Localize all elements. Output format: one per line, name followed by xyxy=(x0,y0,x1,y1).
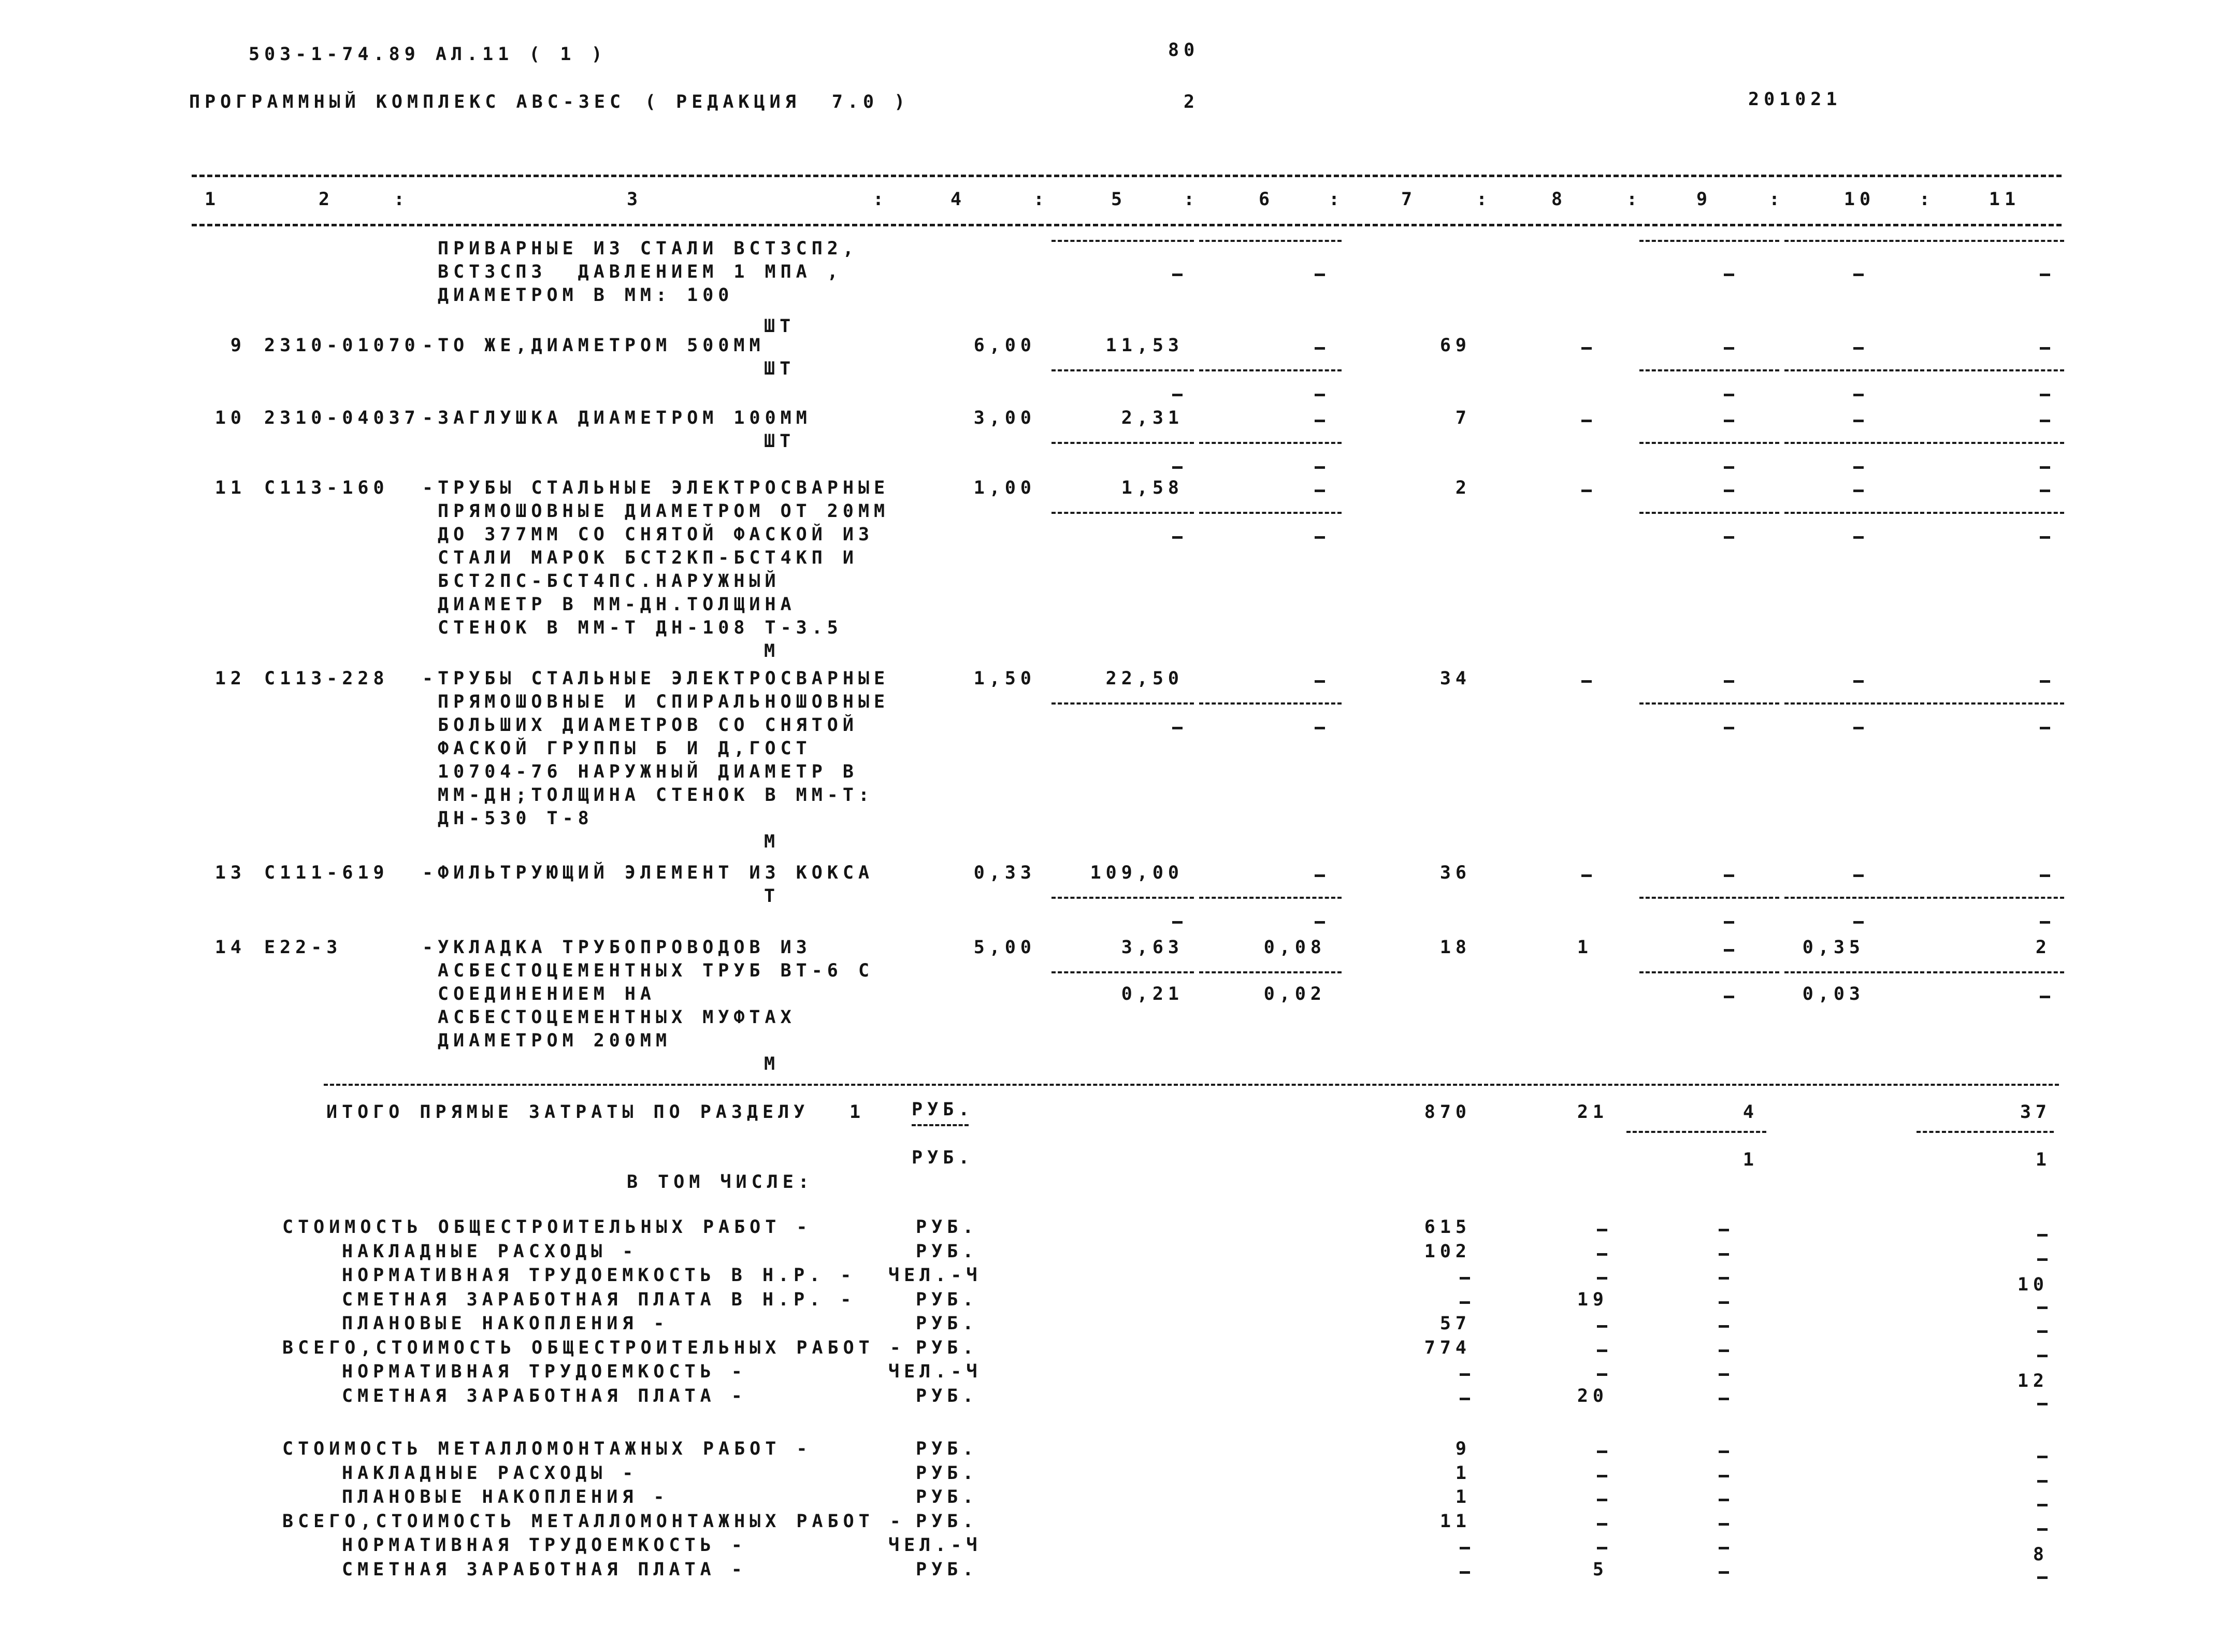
summary-c7: 774 xyxy=(1424,1337,1471,1358)
unit-of-measure: Т xyxy=(764,886,780,907)
summary-c11: 8 xyxy=(2033,1544,2049,1565)
value-c10 xyxy=(1853,680,1864,683)
value-c9b xyxy=(1724,536,1734,539)
summary-label: СТОИМОСТЬ ОБЩЕСТРОИТЕЛЬНЫХ РАБОТ - xyxy=(282,1217,812,1238)
dashed-rule xyxy=(1784,442,1924,444)
doc-id: 503-1-74.89 АЛ.11 ( 1 ) xyxy=(249,44,607,65)
value-c9b xyxy=(1724,466,1734,469)
summary-c8 xyxy=(1597,1253,1607,1256)
column-header-3: : xyxy=(393,189,410,210)
summary-c7: 1 xyxy=(1455,1462,1471,1484)
dashed-rule xyxy=(1051,702,1194,705)
summary-unit: РУБ. xyxy=(916,1241,978,1262)
dashed-rule xyxy=(1784,702,1924,705)
row-description: ПРЯМОШОВНЫЕ И СПИРАЛЬНОШОВНЫЕ xyxy=(438,692,890,712)
value-c10b xyxy=(1853,536,1864,539)
unit-of-measure: ШТ xyxy=(764,316,796,337)
column-header-15: : xyxy=(1626,189,1643,210)
value-c5b xyxy=(1172,536,1183,539)
value-c10 xyxy=(1853,420,1864,422)
value-c7: 7 xyxy=(1455,408,1471,428)
value-c11b xyxy=(2040,466,2050,469)
summary-label: НОРМАТИВНАЯ ТРУДОЕМКОСТЬ - xyxy=(342,1361,747,1382)
value-c7: 34 xyxy=(1439,668,1471,689)
value-c11b xyxy=(2040,727,2050,729)
summary-c7: 9 xyxy=(1455,1439,1471,1459)
summary-c9 xyxy=(1719,1325,1729,1328)
summary-c7: 615 xyxy=(1424,1217,1471,1238)
summary-label: НОРМАТИВНАЯ ТРУДОЕМКОСТЬ В Н.Р. - xyxy=(342,1265,856,1286)
summary-unit: РУБ. xyxy=(916,1462,978,1484)
dashed-rule xyxy=(1199,702,1342,705)
row-description: БСТ2ПС-БСТ4ПС.НАРУЖНЫЙ xyxy=(438,571,781,592)
column-header-20: 11 xyxy=(1989,189,2021,210)
value-c6 xyxy=(1315,274,1325,276)
value-c6b xyxy=(1315,466,1325,469)
summary-c8 xyxy=(1597,1349,1607,1352)
row-description: ДИАМЕТР В ММ-ДН.ТОЛЩИНА xyxy=(438,594,796,615)
value-c11 xyxy=(2040,680,2050,683)
row-description: -ТРУБЫ СТАЛЬНЫЕ ЭЛЕКТРОСВАРНЫЕ xyxy=(422,668,890,689)
sheet-number: 2 xyxy=(1184,92,1200,112)
summary-c11 xyxy=(2037,1403,2048,1405)
summary-unit: ЧЕЛ.-Ч xyxy=(888,1535,982,1556)
value-c10b xyxy=(1853,466,1864,469)
total-c11b: 1 xyxy=(2035,1150,2051,1170)
value-c5: 22,50 xyxy=(1105,668,1184,689)
dashed-rule xyxy=(1927,897,2064,899)
summary-c7: 11 xyxy=(1439,1511,1471,1532)
document-code: 201021 xyxy=(1748,89,1842,110)
value-c10b xyxy=(1853,921,1864,924)
dashed-rule xyxy=(1051,897,1194,899)
unit-of-measure: М xyxy=(764,1054,780,1074)
value-c10: 0,35 xyxy=(1802,937,1865,958)
value-c10 xyxy=(1853,274,1864,276)
column-header-5: : xyxy=(872,189,889,210)
unit-of-measure: ШТ xyxy=(764,358,796,379)
row-description: ДИАМЕТРОМ В ММ: 100 xyxy=(438,285,734,306)
dashed-rule xyxy=(1639,369,1779,371)
summary-c7 xyxy=(1460,1277,1470,1280)
summary-c11 xyxy=(2037,1330,2048,1333)
summary-c7 xyxy=(1460,1373,1470,1376)
row-description: АСБЕСТОЦЕМЕНТНЫХ МУФТАХ xyxy=(438,1007,796,1028)
summary-c9 xyxy=(1719,1571,1729,1574)
column-header-19: : xyxy=(1919,189,1935,210)
summary-c11: 12 xyxy=(2017,1371,2049,1391)
row-number: 11 xyxy=(214,478,246,498)
summary-label: ПЛАНОВЫЕ НАКОПЛЕНИЯ - xyxy=(342,1313,669,1334)
value-c9b xyxy=(1724,921,1734,924)
dashed-rule xyxy=(1051,442,1194,444)
dashed-rule xyxy=(1199,442,1342,444)
dashed-rule xyxy=(1199,971,1342,973)
value-c4: 5,00 xyxy=(973,937,1036,958)
value-c5b xyxy=(1172,394,1183,396)
column-header-2: 2 xyxy=(318,189,335,210)
dashed-rule xyxy=(1051,512,1194,514)
value-c6b xyxy=(1315,536,1325,539)
summary-c11 xyxy=(2037,1306,2048,1309)
summary-label: СМЕТНАЯ ЗАРАБОТНАЯ ПЛАТА В Н.Р. - xyxy=(342,1289,856,1310)
value-c11 xyxy=(2040,347,2050,350)
total-unit: РУБ. xyxy=(912,1099,974,1120)
summary-c7: 1 xyxy=(1455,1487,1471,1507)
summary-unit: РУБ. xyxy=(916,1289,978,1310)
dashed-rule xyxy=(1051,240,1194,242)
value-c9 xyxy=(1724,680,1734,683)
value-c11 xyxy=(2040,874,2050,877)
row-description: -ЗАГЛУШКА ДИАМЕТРОМ 100ММ xyxy=(422,408,812,428)
row-description: СТЕНОК В ММ-Т ДН-108 Т-3.5 xyxy=(438,617,843,638)
total-label: ИТОГО ПРЯМЫЕ ЗАТРАТЫ ПО РАЗДЕЛУ xyxy=(326,1102,810,1123)
dashed-rule xyxy=(1639,971,1779,973)
edition-label: ( РЕДАКЦИЯ 7.0 ) xyxy=(645,92,910,112)
summary-c8 xyxy=(1597,1499,1607,1501)
value-c6: 0,08 xyxy=(1263,937,1326,958)
row-number: 13 xyxy=(214,863,246,883)
value-c4: 1,00 xyxy=(973,478,1036,498)
dashed-rule xyxy=(1639,512,1779,514)
summary-c8 xyxy=(1597,1325,1607,1328)
total-c8: 21 xyxy=(1577,1102,1608,1123)
total-section: 1 xyxy=(849,1102,866,1123)
resource-code: С113-228 xyxy=(264,668,389,689)
resource-code: Е22-3 xyxy=(264,937,342,958)
row-description: -ТО ЖЕ,ДИАМЕТРОМ 500ММ xyxy=(422,335,765,356)
summary-c9 xyxy=(1719,1229,1729,1231)
summary-unit: РУБ. xyxy=(916,1511,978,1532)
column-header-14: 8 xyxy=(1551,189,1567,210)
summary-unit: РУБ. xyxy=(916,1487,978,1507)
total-c7: 870 xyxy=(1424,1102,1471,1123)
value-c5b xyxy=(1172,466,1183,469)
dashed-rule xyxy=(1639,897,1779,899)
value-c11 xyxy=(2040,420,2050,422)
summary-c8 xyxy=(1597,1450,1607,1453)
dashed-rule xyxy=(1639,702,1779,705)
value-c7: 18 xyxy=(1439,937,1471,958)
value-c11b xyxy=(2040,536,2050,539)
value-c4: 6,00 xyxy=(973,335,1036,356)
dashed-rule xyxy=(1639,442,1779,444)
summary-c8 xyxy=(1597,1475,1607,1477)
column-header-10: 6 xyxy=(1258,189,1275,210)
row-number: 10 xyxy=(214,408,246,428)
value-c6b xyxy=(1315,727,1325,729)
page-number: 80 xyxy=(1168,40,1200,61)
value-c5: 11,53 xyxy=(1105,335,1184,356)
dashed-rule xyxy=(1199,369,1342,371)
total-c11: 37 xyxy=(2020,1102,2051,1123)
program-title: ПРОГРАММНЫЙ КОМПЛЕКС АВС-3ЕС xyxy=(189,92,626,112)
resource-code: 2310-01070 xyxy=(264,335,420,356)
value-c11 xyxy=(2040,274,2050,276)
column-header-9: : xyxy=(1183,189,1200,210)
value-c8 xyxy=(1581,874,1592,877)
dashed-rule xyxy=(1917,1131,2054,1133)
column-header-17: : xyxy=(1768,189,1785,210)
column-header-4: 3 xyxy=(626,189,643,210)
summary-unit: ЧЕЛ.-Ч xyxy=(888,1361,982,1382)
summary-label: НОРМАТИВНАЯ ТРУДОЕМКОСТЬ - xyxy=(342,1535,747,1556)
row-description: ММ-ДН;ТОЛЩИНА СТЕНОК В ММ-Т: xyxy=(438,785,874,806)
row-description: -ТРУБЫ СТАЛЬНЫЕ ЭЛЕКТРОСВАРНЫЕ xyxy=(422,478,890,498)
summary-c9 xyxy=(1719,1349,1729,1352)
dashed-rule xyxy=(1784,897,1924,899)
dashed-rule xyxy=(1927,369,2064,371)
row-number: 12 xyxy=(214,668,246,689)
row-number: 14 xyxy=(214,937,246,958)
summary-c8: 20 xyxy=(1577,1385,1608,1406)
dashed-rule xyxy=(1784,369,1924,371)
summary-c8: 5 xyxy=(1592,1559,1608,1580)
summary-c8 xyxy=(1597,1523,1607,1526)
value-c8 xyxy=(1581,347,1592,350)
unit-of-measure: ШТ xyxy=(764,431,796,452)
value-c4: 3,00 xyxy=(973,408,1036,428)
value-c7: 69 xyxy=(1439,335,1471,356)
value-c10b xyxy=(1853,727,1864,729)
total-c9b: 1 xyxy=(1742,1150,1759,1170)
unit-underline xyxy=(912,1124,969,1126)
summary-c9 xyxy=(1719,1398,1729,1400)
dashed-rule xyxy=(1051,971,1194,973)
summary-c11 xyxy=(2037,1234,2048,1237)
summary-unit: ЧЕЛ.-Ч xyxy=(888,1265,982,1286)
dashed-rule xyxy=(1199,897,1342,899)
summary-c11 xyxy=(2037,1528,2048,1531)
value-c8: 1 xyxy=(1577,937,1593,958)
summary-unit: РУБ. xyxy=(916,1313,978,1334)
value-c5b: 0,21 xyxy=(1121,984,1184,1004)
column-header-8: 5 xyxy=(1111,189,1127,210)
summary-label: ВСЕГО,СТОИМОСТЬ МЕТАЛЛОМОНТАЖНЫХ РАБОТ - xyxy=(282,1511,905,1532)
value-c10b xyxy=(1853,394,1864,396)
dashed-rule xyxy=(1927,702,2064,705)
row-description: СТАЛИ МАРОК БСТ2КП-БСТ4КП И xyxy=(438,548,858,568)
value-c7: 2 xyxy=(1455,478,1471,498)
total-c9: 4 xyxy=(1742,1102,1759,1123)
summary-label: ПЛАНОВЫЕ НАКОПЛЕНИЯ - xyxy=(342,1487,669,1507)
summary-c9 xyxy=(1719,1253,1729,1256)
unit-of-measure: М xyxy=(764,831,780,852)
summary-label: НАКЛАДНЫЕ РАСХОДЫ - xyxy=(342,1241,638,1262)
value-c6b: 0,02 xyxy=(1263,984,1326,1004)
resource-code: 2310-04037 xyxy=(264,408,420,428)
row-description: ДИАМЕТРОМ 200ММ xyxy=(438,1030,672,1051)
summary-c9 xyxy=(1719,1547,1729,1549)
header-rule-bottom xyxy=(192,224,2062,226)
dashed-rule xyxy=(1784,240,1924,242)
value-c5 xyxy=(1172,274,1183,276)
summary-label: НАКЛАДНЫЕ РАСХОДЫ - xyxy=(342,1462,638,1484)
summary-c11 xyxy=(2037,1456,2048,1458)
column-header-13: : xyxy=(1476,189,1492,210)
summary-c11 xyxy=(2037,1355,2048,1357)
value-c6b xyxy=(1315,394,1325,396)
summary-unit: РУБ. xyxy=(916,1385,978,1406)
column-header-18: 10 xyxy=(1843,189,1876,210)
summary-c11: 10 xyxy=(2017,1274,2049,1295)
value-c10 xyxy=(1853,347,1864,350)
summary-c8 xyxy=(1597,1229,1607,1231)
row-description: -ФИЛЬТРУЮЩИЙ ЭЛЕМЕНТ ИЗ КОКСА xyxy=(422,863,874,883)
summary-unit: РУБ. xyxy=(916,1439,978,1459)
dashed-rule xyxy=(1927,240,2064,242)
value-c5: 3,63 xyxy=(1121,937,1184,958)
summary-c9 xyxy=(1719,1475,1729,1477)
summary-label: СТОИМОСТЬ МЕТАЛЛОМОНТАЖНЫХ РАБОТ - xyxy=(282,1439,812,1459)
summary-c9 xyxy=(1719,1499,1729,1501)
summary-c9 xyxy=(1719,1373,1729,1376)
row-description: СОЕДИНЕНИЕМ НА xyxy=(438,984,656,1004)
value-c5: 1,58 xyxy=(1121,478,1184,498)
value-c11: 2 xyxy=(2035,937,2051,958)
summary-label: СМЕТНАЯ ЗАРАБОТНАЯ ПЛАТА - xyxy=(342,1559,747,1580)
summary-unit: РУБ. xyxy=(916,1559,978,1580)
dashed-rule xyxy=(1639,240,1779,242)
value-c5: 109,00 xyxy=(1090,863,1184,883)
row-description: ВСТ3СП3 ДАВЛЕНИЕМ 1 МПА , xyxy=(438,262,843,282)
summary-c9 xyxy=(1719,1301,1729,1304)
totals-rule xyxy=(324,1084,2059,1086)
dashed-rule xyxy=(1927,512,2064,514)
summary-c8 xyxy=(1597,1277,1607,1280)
value-c7: 36 xyxy=(1439,863,1471,883)
column-header-11: : xyxy=(1328,189,1345,210)
header-rule-top xyxy=(192,175,2062,177)
row-description: БОЛЬШИХ ДИАМЕТРОВ СО СНЯТОЙ xyxy=(438,715,858,736)
summary-c8: 19 xyxy=(1577,1289,1608,1310)
summary-c8 xyxy=(1597,1373,1607,1376)
dashed-rule xyxy=(1784,971,1924,973)
summary-c9 xyxy=(1719,1450,1729,1453)
summary-label: ВСЕГО,СТОИМОСТЬ ОБЩЕСТРОИТЕЛЬНЫХ РАБОТ - xyxy=(282,1337,905,1358)
summary-c11 xyxy=(2037,1504,2048,1506)
summary-c7 xyxy=(1460,1547,1470,1549)
value-c11 xyxy=(2040,490,2050,492)
value-c11b xyxy=(2040,394,2050,396)
row-description: ФАСКОЙ ГРУППЫ Б И Д,ГОСТ xyxy=(438,738,812,759)
value-c9 xyxy=(1724,347,1734,350)
summary-c7: 102 xyxy=(1424,1241,1471,1262)
summary-c11 xyxy=(2037,1480,2048,1483)
column-header-1: 1 xyxy=(204,189,221,210)
value-c8 xyxy=(1581,420,1592,422)
value-c8 xyxy=(1581,680,1592,683)
dashed-rule xyxy=(1199,512,1342,514)
value-c9b xyxy=(1724,394,1734,396)
value-c9 xyxy=(1724,420,1734,422)
column-header-16: 9 xyxy=(1696,189,1712,210)
value-c10 xyxy=(1853,874,1864,877)
value-c4: 0,33 xyxy=(973,863,1036,883)
summary-c9 xyxy=(1719,1277,1729,1280)
value-c9 xyxy=(1724,274,1734,276)
value-c11b xyxy=(2040,921,2050,924)
dashed-rule xyxy=(1927,442,2064,444)
dashed-rule xyxy=(1784,512,1924,514)
including-label: В ТОМ ЧИСЛЕ: xyxy=(627,1172,814,1193)
summary-unit: РУБ. xyxy=(916,1337,978,1358)
row-description: ДО 377ММ СО СНЯТОЙ ФАСКОЙ ИЗ xyxy=(438,524,874,545)
unit-of-measure: М xyxy=(764,641,780,662)
dashed-rule xyxy=(1626,1131,1766,1133)
value-c9 xyxy=(1724,490,1734,492)
total-unit-2: РУБ. xyxy=(912,1147,974,1168)
dashed-rule xyxy=(1199,240,1342,242)
dashed-rule xyxy=(1927,971,2064,973)
summary-unit: РУБ. xyxy=(916,1217,978,1238)
column-header-12: 7 xyxy=(1401,189,1417,210)
row-description: ДН-530 Т-8 xyxy=(438,808,594,829)
resource-code: С111-619 xyxy=(264,863,389,883)
value-c11b xyxy=(2040,996,2050,998)
value-c8 xyxy=(1581,490,1592,492)
value-c10 xyxy=(1853,490,1864,492)
value-c9b xyxy=(1724,727,1734,729)
summary-c11 xyxy=(2037,1258,2048,1261)
value-c5b xyxy=(1172,921,1183,924)
summary-c7: 57 xyxy=(1439,1313,1471,1334)
column-header-6: 4 xyxy=(950,189,967,210)
value-c5: 2,31 xyxy=(1121,408,1184,428)
row-description: АСБЕСТОЦЕМЕНТНЫХ ТРУБ ВТ-6 С xyxy=(438,960,874,981)
summary-label: СМЕТНАЯ ЗАРАБОТНАЯ ПЛАТА - xyxy=(342,1385,747,1406)
row-description: -УКЛАДКА ТРУБОПРОВОДОВ ИЗ xyxy=(422,937,812,958)
value-c10b: 0,03 xyxy=(1802,984,1865,1004)
resource-code: С113-160 xyxy=(264,478,389,498)
summary-c9 xyxy=(1719,1523,1729,1526)
row-description: 10704-76 НАРУЖНЫЙ ДИАМЕТР В xyxy=(438,762,858,782)
summary-c11 xyxy=(2037,1576,2048,1579)
column-header-7: : xyxy=(1033,189,1049,210)
value-c6b xyxy=(1315,921,1325,924)
row-number: 9 xyxy=(230,335,246,356)
row-description: ПРЯМОШОВНЫЕ ДИАМЕТРОМ ОТ 20ММ xyxy=(438,501,890,522)
summary-c8 xyxy=(1597,1547,1607,1549)
row-description: ПРИВАРНЫЕ ИЗ СТАЛИ ВСТ3СП2, xyxy=(438,238,858,259)
value-c9 xyxy=(1724,874,1734,877)
value-c5b xyxy=(1172,727,1183,729)
dashed-rule xyxy=(1051,369,1194,371)
value-c4: 1,50 xyxy=(973,668,1036,689)
